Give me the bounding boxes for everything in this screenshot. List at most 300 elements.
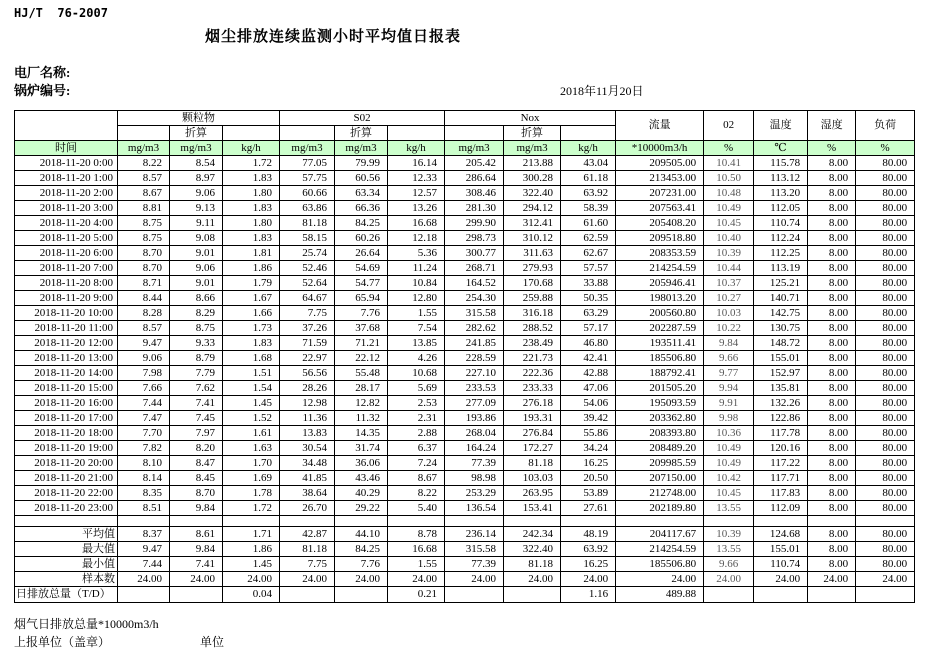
value-cell: [754, 587, 808, 603]
value-cell: 1.79: [223, 276, 280, 291]
value-cell: 8.00: [808, 441, 856, 456]
value-cell: 16.25: [561, 456, 616, 471]
value-cell: 1.83: [223, 171, 280, 186]
value-cell: 80.00: [856, 501, 915, 516]
summary-label: 最大值: [15, 542, 118, 557]
value-cell: 13.85: [388, 336, 445, 351]
value-cell: 7.66: [118, 381, 170, 396]
value-cell: 1.55: [388, 557, 445, 572]
value-cell: 80.00: [856, 471, 915, 486]
value-cell: 208353.59: [616, 246, 704, 261]
value-cell: 26.64: [335, 246, 388, 261]
table-row: [15, 261, 915, 276]
value-cell: 1.45: [223, 557, 280, 572]
table-row: [15, 486, 915, 501]
value-cell: 8.44: [118, 291, 170, 306]
value-cell: 1.54: [223, 381, 280, 396]
value-cell: 113.20: [754, 186, 808, 201]
value-cell: 10.42: [704, 471, 754, 486]
total-row: [15, 587, 915, 603]
summary-label: 平均值: [15, 527, 118, 542]
value-cell: 7.47: [118, 411, 170, 426]
time-cell: 2018-11-20 2:00: [15, 186, 118, 201]
table-row: [15, 201, 915, 216]
value-cell: 8.00: [808, 171, 856, 186]
empty-cell: [561, 516, 616, 527]
value-cell: 8.00: [808, 201, 856, 216]
value-cell: 1.78: [223, 486, 280, 501]
value-cell: 136.54: [445, 501, 504, 516]
value-cell: 27.61: [561, 501, 616, 516]
empty-cell: [504, 516, 561, 527]
value-cell: 44.10: [335, 527, 388, 542]
value-cell: 80.00: [856, 351, 915, 366]
value-cell: 60.26: [335, 231, 388, 246]
value-cell: 268.04: [445, 426, 504, 441]
value-cell: 5.36: [388, 246, 445, 261]
value-cell: 24.00: [118, 572, 170, 587]
value-cell: 11.24: [388, 261, 445, 276]
value-cell: 1.83: [223, 231, 280, 246]
value-cell: 53.89: [561, 486, 616, 501]
value-cell: 57.75: [280, 171, 335, 186]
value-cell: 207150.00: [616, 471, 704, 486]
value-cell: 1.86: [223, 542, 280, 557]
empty-cell: [388, 516, 445, 527]
value-cell: 62.59: [561, 231, 616, 246]
unit-cell: mg/m3: [335, 141, 388, 156]
empty-cell: [15, 516, 118, 527]
value-cell: 8.00: [808, 381, 856, 396]
value-cell: 71.59: [280, 336, 335, 351]
value-cell: 9.91: [704, 396, 754, 411]
page-title: 烟尘排放连续监测小时平均值日报表: [205, 29, 462, 45]
value-cell: 201505.20: [616, 381, 704, 396]
table-header: [15, 111, 915, 156]
value-cell: 140.71: [754, 291, 808, 306]
col-header-flow: 流量: [616, 111, 704, 141]
value-cell: 315.58: [445, 542, 504, 557]
value-cell: 312.41: [504, 216, 561, 231]
value-cell: 148.72: [754, 336, 808, 351]
value-cell: 1.69: [223, 471, 280, 486]
header-cell: [388, 126, 445, 141]
time-cell: 2018-11-20 18:00: [15, 426, 118, 441]
value-cell: 9.08: [170, 231, 223, 246]
value-cell: 8.70: [118, 261, 170, 276]
summary-row: [15, 527, 915, 542]
value-cell: [808, 587, 856, 603]
value-cell: 7.76: [335, 306, 388, 321]
value-cell: 16.68: [388, 542, 445, 557]
table-row: [15, 366, 915, 381]
converted-header: 折算: [335, 126, 388, 141]
value-cell: 81.18: [504, 456, 561, 471]
value-cell: 9.11: [170, 216, 223, 231]
time-cell: 2018-11-20 20:00: [15, 456, 118, 471]
value-cell: 276.18: [504, 396, 561, 411]
value-cell: 10.50: [704, 171, 754, 186]
value-cell: 310.12: [504, 231, 561, 246]
value-cell: 1.16: [561, 587, 616, 603]
value-cell: 8.67: [388, 471, 445, 486]
value-cell: 10.49: [704, 456, 754, 471]
value-cell: 10.49: [704, 201, 754, 216]
value-cell: 80.00: [856, 171, 915, 186]
value-cell: 263.95: [504, 486, 561, 501]
value-cell: [335, 587, 388, 603]
value-cell: 208489.20: [616, 441, 704, 456]
table-row: [15, 501, 915, 516]
report-date: 2018年11月20日: [560, 84, 644, 98]
value-cell: 10.48: [704, 186, 754, 201]
value-cell: 281.30: [445, 201, 504, 216]
table-row: [15, 156, 915, 171]
table-row: [15, 471, 915, 486]
value-cell: [118, 587, 170, 603]
value-cell: 80.00: [856, 366, 915, 381]
value-cell: 60.56: [335, 171, 388, 186]
value-cell: 8.00: [808, 366, 856, 381]
col-group-particulate: 颗粒物: [118, 111, 280, 126]
empty-cell: [223, 516, 280, 527]
value-cell: 489.88: [616, 587, 704, 603]
value-cell: 207231.00: [616, 186, 704, 201]
value-cell: 204117.67: [616, 527, 704, 542]
value-cell: 10.39: [704, 246, 754, 261]
value-cell: 205.42: [445, 156, 504, 171]
value-cell: 8.00: [808, 456, 856, 471]
value-cell: 1.55: [388, 306, 445, 321]
value-cell: 5.40: [388, 501, 445, 516]
value-cell: 0.21: [388, 587, 445, 603]
value-cell: 7.62: [170, 381, 223, 396]
value-cell: [170, 587, 223, 603]
value-cell: 61.60: [561, 216, 616, 231]
summary-row: [15, 572, 915, 587]
col-header-temperature: 温度: [754, 111, 808, 141]
col-header-o2: 02: [704, 111, 754, 141]
value-cell: 214254.59: [616, 542, 704, 557]
value-cell: 10.39: [704, 527, 754, 542]
col-group-so2: S02: [280, 111, 445, 126]
value-cell: 81.18: [280, 216, 335, 231]
time-cell: 2018-11-20 17:00: [15, 411, 118, 426]
unit-cell: *10000m3/h: [616, 141, 704, 156]
table-body: [15, 156, 915, 603]
value-cell: 8.37: [118, 527, 170, 542]
table-row: [15, 456, 915, 471]
value-cell: 50.35: [561, 291, 616, 306]
value-cell: 110.74: [754, 216, 808, 231]
value-cell: 203362.80: [616, 411, 704, 426]
value-cell: [704, 587, 754, 603]
value-cell: 8.81: [118, 201, 170, 216]
table-row: [15, 276, 915, 291]
value-cell: 63.86: [280, 201, 335, 216]
value-cell: 9.84: [170, 542, 223, 557]
value-cell: 24.00: [445, 572, 504, 587]
value-cell: 233.53: [445, 381, 504, 396]
header-group-row: [15, 111, 915, 126]
table-row: [15, 291, 915, 306]
spacer-row: [15, 516, 915, 527]
value-cell: 0.04: [223, 587, 280, 603]
value-cell: 2.31: [388, 411, 445, 426]
value-cell: 132.26: [754, 396, 808, 411]
value-cell: 315.58: [445, 306, 504, 321]
value-cell: 41.85: [280, 471, 335, 486]
value-cell: 8.00: [808, 156, 856, 171]
value-cell: 103.03: [504, 471, 561, 486]
value-cell: 241.85: [445, 336, 504, 351]
table-row: [15, 411, 915, 426]
value-cell: 60.66: [280, 186, 335, 201]
value-cell: 9.47: [118, 336, 170, 351]
value-cell: 1.51: [223, 366, 280, 381]
value-cell: 24.00: [504, 572, 561, 587]
value-cell: 84.25: [335, 216, 388, 231]
value-cell: 9.47: [118, 542, 170, 557]
value-cell: 142.75: [754, 306, 808, 321]
table-row: [15, 396, 915, 411]
value-cell: 54.77: [335, 276, 388, 291]
value-cell: 7.70: [118, 426, 170, 441]
value-cell: 16.68: [388, 216, 445, 231]
value-cell: 10.45: [704, 486, 754, 501]
value-cell: 9.33: [170, 336, 223, 351]
value-cell: 80.00: [856, 156, 915, 171]
value-cell: 153.41: [504, 501, 561, 516]
value-cell: 10.03: [704, 306, 754, 321]
value-cell: 26.70: [280, 501, 335, 516]
value-cell: 117.83: [754, 486, 808, 501]
value-cell: 193.86: [445, 411, 504, 426]
value-cell: 8.29: [170, 306, 223, 321]
value-cell: 24.00: [388, 572, 445, 587]
value-cell: 1.68: [223, 351, 280, 366]
value-cell: 7.44: [118, 557, 170, 572]
value-cell: 24.00: [280, 572, 335, 587]
value-cell: 80.00: [856, 276, 915, 291]
value-cell: 80.00: [856, 216, 915, 231]
time-cell: 2018-11-20 15:00: [15, 381, 118, 396]
value-cell: 80.00: [856, 456, 915, 471]
value-cell: 1.81: [223, 246, 280, 261]
value-cell: 80.00: [856, 441, 915, 456]
value-cell: 8.00: [808, 351, 856, 366]
value-cell: 12.82: [335, 396, 388, 411]
value-cell: 198013.20: [616, 291, 704, 306]
value-cell: 42.87: [280, 527, 335, 542]
value-cell: 40.29: [335, 486, 388, 501]
value-cell: 208393.80: [616, 426, 704, 441]
value-cell: [504, 587, 561, 603]
value-cell: 10.49: [704, 441, 754, 456]
value-cell: 31.74: [335, 441, 388, 456]
value-cell: 42.88: [561, 366, 616, 381]
value-cell: 52.64: [280, 276, 335, 291]
value-cell: [856, 587, 915, 603]
report-table: [14, 110, 915, 603]
value-cell: 286.64: [445, 171, 504, 186]
converted-header: 折算: [504, 126, 561, 141]
time-cell: 2018-11-20 6:00: [15, 246, 118, 261]
value-cell: 1.83: [223, 201, 280, 216]
value-cell: 8.35: [118, 486, 170, 501]
table-row: [15, 216, 915, 231]
value-cell: 1.71: [223, 527, 280, 542]
summary-label: 样本数: [15, 572, 118, 587]
value-cell: 46.80: [561, 336, 616, 351]
value-cell: 24.00: [704, 572, 754, 587]
value-cell: 24.00: [808, 572, 856, 587]
value-cell: [445, 587, 504, 603]
empty-cell: [704, 516, 754, 527]
value-cell: 34.48: [280, 456, 335, 471]
empty-cell: [445, 516, 504, 527]
value-cell: 8.54: [170, 156, 223, 171]
value-cell: 7.41: [170, 557, 223, 572]
value-cell: 200560.80: [616, 306, 704, 321]
value-cell: 8.97: [170, 171, 223, 186]
value-cell: 7.79: [170, 366, 223, 381]
value-cell: 8.00: [808, 527, 856, 542]
value-cell: 2.53: [388, 396, 445, 411]
col-header-humidity: 湿度: [808, 111, 856, 141]
value-cell: 282.62: [445, 321, 504, 336]
value-cell: 39.42: [561, 411, 616, 426]
value-cell: 9.84: [170, 501, 223, 516]
time-cell: 2018-11-20 12:00: [15, 336, 118, 351]
value-cell: 80.00: [856, 186, 915, 201]
value-cell: 54.69: [335, 261, 388, 276]
empty-cell: [754, 516, 808, 527]
empty-cell: [170, 516, 223, 527]
value-cell: 52.46: [280, 261, 335, 276]
value-cell: 80.00: [856, 426, 915, 441]
value-cell: 115.78: [754, 156, 808, 171]
value-cell: 8.00: [808, 501, 856, 516]
value-cell: 322.40: [504, 542, 561, 557]
value-cell: 1.83: [223, 336, 280, 351]
value-cell: 112.05: [754, 201, 808, 216]
value-cell: 130.75: [754, 321, 808, 336]
value-cell: 43.04: [561, 156, 616, 171]
value-cell: 228.59: [445, 351, 504, 366]
value-cell: 57.17: [561, 321, 616, 336]
value-cell: 29.22: [335, 501, 388, 516]
summary-label: 最小值: [15, 557, 118, 572]
value-cell: 10.41: [704, 156, 754, 171]
unit-label: 单位: [200, 635, 225, 649]
value-cell: 58.39: [561, 201, 616, 216]
value-cell: 155.01: [754, 351, 808, 366]
value-cell: 80.00: [856, 542, 915, 557]
value-cell: 9.13: [170, 201, 223, 216]
value-cell: 7.98: [118, 366, 170, 381]
unit-cell: kg/h: [388, 141, 445, 156]
value-cell: 8.00: [808, 321, 856, 336]
value-cell: 195093.59: [616, 396, 704, 411]
value-cell: 207563.41: [616, 201, 704, 216]
value-cell: 7.76: [335, 557, 388, 572]
unit-cell: mg/m3: [280, 141, 335, 156]
value-cell: 80.00: [856, 527, 915, 542]
value-cell: 172.27: [504, 441, 561, 456]
empty-cell: [808, 516, 856, 527]
value-cell: 112.09: [754, 501, 808, 516]
value-cell: 193511.41: [616, 336, 704, 351]
value-cell: 1.80: [223, 216, 280, 231]
unit-cell: ℃: [754, 141, 808, 156]
value-cell: 8.22: [388, 486, 445, 501]
value-cell: 8.57: [118, 321, 170, 336]
value-cell: 8.10: [118, 456, 170, 471]
value-cell: 10.68: [388, 366, 445, 381]
value-cell: 8.00: [808, 276, 856, 291]
value-cell: 8.51: [118, 501, 170, 516]
value-cell: 8.00: [808, 216, 856, 231]
value-cell: 57.57: [561, 261, 616, 276]
unit-cell: %: [856, 141, 915, 156]
value-cell: 14.35: [335, 426, 388, 441]
value-cell: 1.73: [223, 321, 280, 336]
time-cell: 2018-11-20 3:00: [15, 201, 118, 216]
value-cell: 7.97: [170, 426, 223, 441]
value-cell: 117.71: [754, 471, 808, 486]
table-row: [15, 171, 915, 186]
time-cell: 2018-11-20 13:00: [15, 351, 118, 366]
value-cell: 8.57: [118, 171, 170, 186]
value-cell: 233.33: [504, 381, 561, 396]
value-cell: 9.94: [704, 381, 754, 396]
value-cell: 62.67: [561, 246, 616, 261]
value-cell: 9.01: [170, 276, 223, 291]
value-cell: 10.37: [704, 276, 754, 291]
value-cell: 124.68: [754, 527, 808, 542]
value-cell: 9.84: [704, 336, 754, 351]
value-cell: 79.99: [335, 156, 388, 171]
value-cell: 80.00: [856, 486, 915, 501]
value-cell: 117.78: [754, 426, 808, 441]
value-cell: 1.52: [223, 411, 280, 426]
value-cell: 122.86: [754, 411, 808, 426]
value-cell: 170.68: [504, 276, 561, 291]
value-cell: 202189.80: [616, 501, 704, 516]
value-cell: 98.98: [445, 471, 504, 486]
value-cell: 276.84: [504, 426, 561, 441]
value-cell: 4.26: [388, 351, 445, 366]
value-cell: 113.19: [754, 261, 808, 276]
value-cell: 47.06: [561, 381, 616, 396]
header-cell: [223, 126, 280, 141]
table-row: [15, 381, 915, 396]
value-cell: 8.00: [808, 557, 856, 572]
table-row: [15, 186, 915, 201]
value-cell: 10.22: [704, 321, 754, 336]
value-cell: 7.24: [388, 456, 445, 471]
header-cell: [561, 126, 616, 141]
col-header-load: 负荷: [856, 111, 915, 141]
time-cell: 2018-11-20 16:00: [15, 396, 118, 411]
value-cell: 54.06: [561, 396, 616, 411]
time-cell: 2018-11-20 23:00: [15, 501, 118, 516]
value-cell: 38.64: [280, 486, 335, 501]
value-cell: 37.26: [280, 321, 335, 336]
value-cell: 8.00: [808, 411, 856, 426]
value-cell: 24.00: [856, 572, 915, 587]
